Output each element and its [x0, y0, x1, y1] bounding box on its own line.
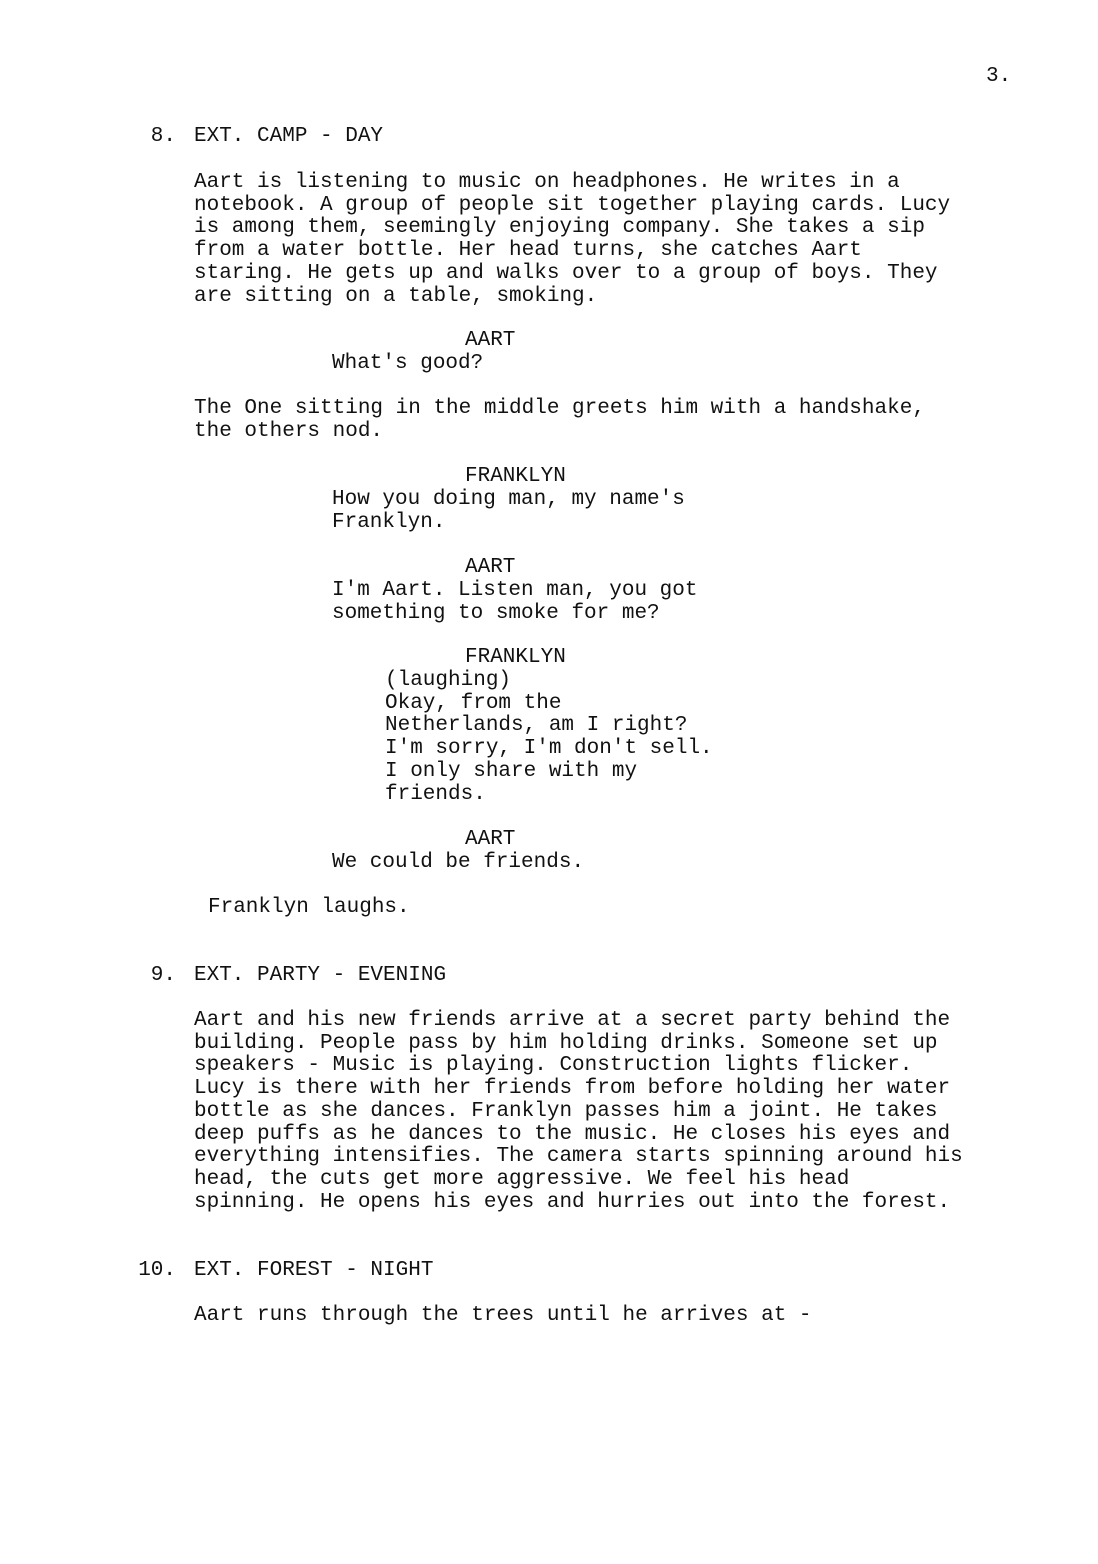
action-block: Aart and his new friends arrive at a secret party behind the building. People pass by him holding drinks. Someone set up speakers - Music is playing. Construction lights flicker. Lucy is there with her friends from before holding her water bottle as she dances. Franklyn passes him a joint. He takes deep puffs as he dances to the music. He closes his eyes and everything intensifies. The camera starts spinning around his head, the cuts get more aggressive. We feel his head spinning. He opens his eyes and hurries out into the forest.: [194, 1009, 963, 1214]
page-number: 3.: [986, 65, 1012, 88]
scene-heading: EXT. CAMP - DAY: [194, 125, 384, 148]
dialogue: We could be friends.: [332, 851, 585, 874]
dialogue: What's good?: [332, 352, 484, 375]
action-block: Aart is listening to music on headphones. He writes in a notebook. A group of people sit together playing cards. Lucy is among them, seemingly enjoying company. She takes a sip from a water bottle. Her head turns, she catches Aart staring. He gets up and walks over to a group of boys. They are sitting on a table, smoking.: [194, 171, 951, 308]
character-cue: AART: [465, 556, 516, 579]
character-cue: AART: [465, 828, 516, 851]
character-cue: FRANKLYN: [465, 646, 566, 669]
action-block: Franklyn laughs.: [208, 896, 410, 919]
character-cue: AART: [465, 329, 516, 352]
dialogue: How you doing man, my name's Franklyn.: [332, 488, 685, 534]
scene-heading: EXT. PARTY - EVENING: [194, 964, 447, 987]
action-block: Aart runs through the trees until he arrives at -: [194, 1304, 812, 1327]
scene-heading: EXT. FOREST - NIGHT: [194, 1259, 434, 1282]
character-cue: FRANKLYN: [465, 465, 566, 488]
dialogue-with-parenthetical: (laughing) Okay, from the Netherlands, am I right? I'm sorry, I'm don't sell. I only share with my friends.: [385, 669, 713, 806]
scene-number: 8.: [150, 125, 176, 148]
action-block: The One sitting in the middle greets him with a handshake, the others nod.: [194, 397, 925, 443]
scene-number: 9.: [150, 964, 176, 987]
scene-number: 10.: [138, 1259, 176, 1282]
dialogue: I'm Aart. Listen man, you got something to smoke for me?: [332, 579, 698, 625]
